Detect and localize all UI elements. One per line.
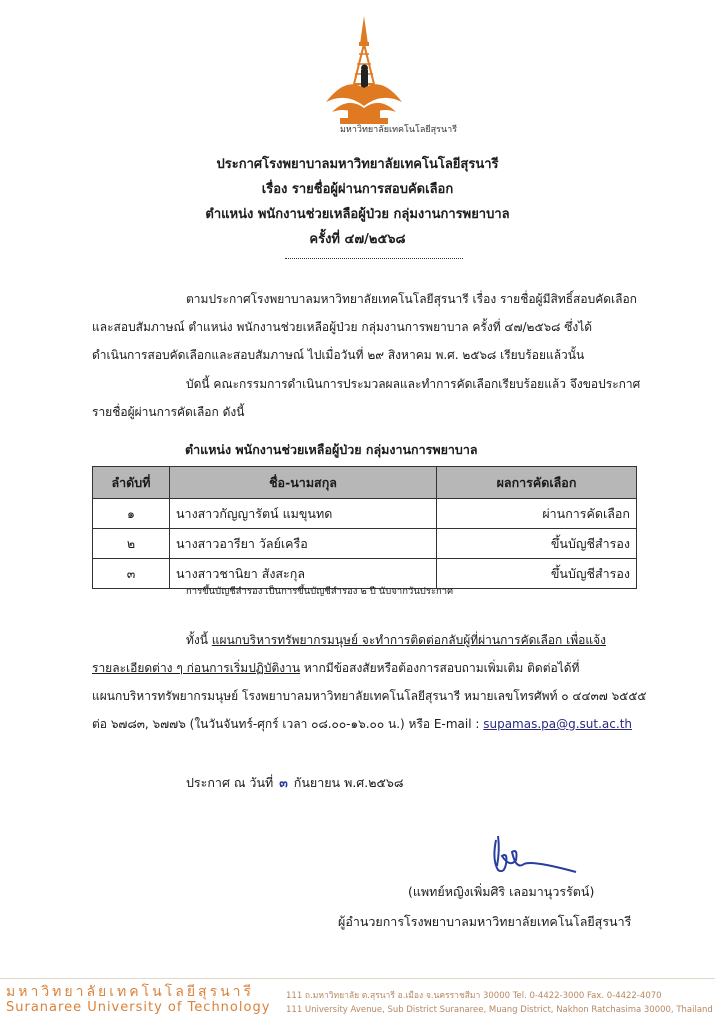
cell-order: ๓ (93, 559, 170, 589)
divider (285, 258, 463, 259)
cell-result: ขึ้นบัญชีสำรอง (437, 529, 637, 559)
column-header-result: ผลการคัดเลือก (437, 467, 637, 499)
footer-university-english: Suranaree University of Technology (6, 1000, 271, 1015)
signature-icon (488, 830, 578, 880)
paragraph-line (92, 710, 652, 738)
column-header-name: ชื่อ-นามสกุล (170, 467, 437, 499)
paragraph-line: แผนกบริหารทรัพยากรมนุษย์ โรงพยาบาลมหาวิทยาลัยเทคโนโลยีสุรนารี หมายเลขโทรศัพท์ ๐ ๔๔๓๗ ๖๕๕๕ (92, 689, 647, 703)
logo-caption: มหาวิทยาลัยเทคโนโลยีสุรนารี (340, 125, 458, 135)
position-title: ตำแหน่ง พนักงานช่วยเหลือผู้ป่วย กลุ่มงานการพยาบาล (205, 207, 510, 222)
cell-name: นางสาวกัญญารัตน์ แมขุนทด (170, 499, 437, 529)
results-table (92, 466, 637, 589)
paragraph-text: หากมีข้อสงสัยหรือต้องการสอบถามเพิ่มเติม ติดต่อได้ที่ (300, 661, 580, 675)
date-suffix: กันยายน พ.ศ.๒๕๖๘ (293, 775, 404, 790)
table-row (93, 529, 637, 559)
cell-name: นางสาวอารียา วัลย์เครือ (170, 529, 437, 559)
underlined-text: แผนกบริหารทรัพยากรมนุษย์ จะทำการติดต่อกลับผู้ที่ผ่านการคัดเลือก เพื่อแจ้ง (211, 633, 606, 647)
email-link[interactable]: supamas.pa@g.sut.ac.th (483, 717, 633, 731)
footer-divider (0, 978, 715, 979)
paragraph-3 (92, 626, 652, 738)
footer-address-thai: 111 ถ.มหาวิทยาลัย ต.สุรนารี อ.เมือง จ.นครราชสีมา 30000 Tel. 0-4422-3000 Fax. 0-4422-4070 (286, 991, 662, 1001)
announcement-date (186, 773, 403, 793)
cell-result: ขึ้นบัญชีสำรอง (437, 559, 637, 589)
table-header-row (93, 467, 637, 499)
paragraph-line: รายชื่อผู้ผ่านการคัดเลือก ดังนี้ (92, 405, 245, 419)
paragraph-line: ดำเนินการสอบคัดเลือกและสอบสัมภาษณ์ ไปเมื่อวันที่ ๒๙ สิงหาคม พ.ศ. ๒๕๖๘ เรียบร้อยแล้วนั้น (92, 348, 585, 362)
paragraph-2 (92, 370, 652, 426)
round-number: ครั้งที่ ๔๗/๒๕๖๘ (309, 232, 406, 247)
announcement-subject: เรื่อง รายชื่อผู้ผ่านการสอบคัดเลือก (261, 182, 454, 197)
paragraph-text: ทั้งนี้ (186, 633, 212, 647)
cell-result: ผ่านการคัดเลือก (437, 499, 637, 529)
cell-order: ๑ (93, 499, 170, 529)
underlined-text: รายละเอียดต่าง ๆ ก่อนการเริ่มปฏิบัติงาน (92, 661, 301, 675)
table-note: การขึ้นบัญชีสำรอง เป็นการขึ้นบัญชีสำรอง ๒ ปี นับจากวันประกาศ (186, 586, 454, 597)
signer-title: ผู้อำนวยการโรงพยาบาลมหาวิทยาลัยเทคโนโลยีสุรนารี (338, 914, 632, 929)
paragraph-line (92, 626, 652, 654)
cell-order: ๒ (93, 529, 170, 559)
table-title: ตำแหน่ง พนักงานช่วยเหลือผู้ป่วย กลุ่มงานการพยาบาล (185, 442, 478, 457)
signer-name: (แพทย์หญิงเพิ่มศิริ เลอมานุวรรัตน์) (408, 884, 595, 899)
paragraph-line: และสอบสัมภาษณ์ ตำแหน่ง พนักงานช่วยเหลือผู้ป่วย กลุ่มงานการพยาบาล ครั้งที่ ๔๗/๒๕๖๘ ซึ่งได้ (92, 320, 593, 334)
footer-university-thai: มหาวิทยาลัยเทคโนโลยีสุรนารี (6, 984, 255, 1000)
date-prefix: ประกาศ ณ วันที่ (186, 775, 274, 790)
paragraph-1 (92, 285, 652, 369)
column-header-order: ลำดับที่ (93, 467, 170, 499)
footer-address-english: 111 University Avenue, Sub District Suranaree, Muang District, Nakhon Ratchasima 30000, Thailand (286, 1005, 713, 1015)
paragraph-text: ต่อ ๖๗๘๓, ๖๗๗๖ (ในวันจันทร์-ศุกร์ เวลา ๐๘.๐๐-๑๖.๐๐ น.) หรือ E-mail : (92, 717, 484, 731)
paragraph-line (92, 654, 652, 682)
university-logo-icon (318, 14, 410, 136)
cell-name: นางสาวชานิยา สังสะกุล (170, 559, 437, 589)
announcement-title: ประกาศโรงพยาบาลมหาวิทยาลัยเทคโนโลยีสุรนารี (216, 157, 499, 172)
paragraph-line: ตามประกาศโรงพยาบาลมหาวิทยาลัยเทคโนโลยีสุรนารี เรื่อง รายชื่อผู้มีสิทธิ์สอบคัดเลือก (186, 292, 637, 306)
table-row (93, 499, 637, 529)
paragraph-line: บัดนี้ คณะกรรมการดำเนินการประมวลผลและทำการคัดเลือกเรียบร้อยแล้ว จึงขอประกาศ (186, 377, 641, 391)
date-day: ๓ (279, 775, 288, 790)
